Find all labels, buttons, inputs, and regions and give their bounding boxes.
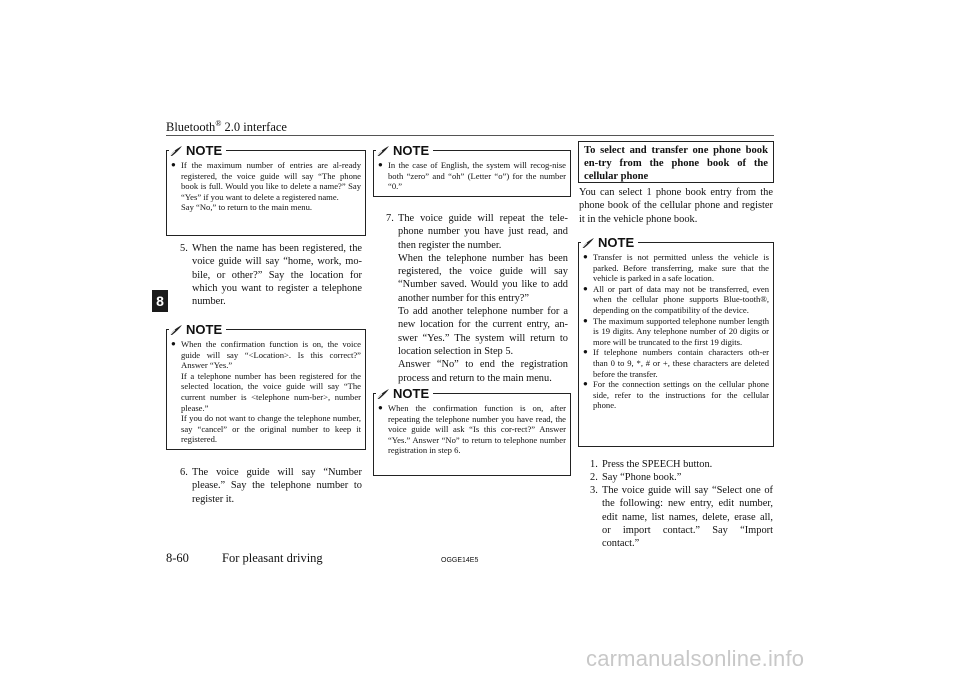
- bullet-icon: ●: [171, 339, 176, 348]
- list-item: ● If the maximum number of entries are al-ready registered, the voice guide will say “The phone book is full. Would you like to delete a name?” Say “Yes” if you want to delete a registered name. Say “No,” to return to the main menu.: [171, 160, 361, 213]
- note-box-transfer: [578, 235, 774, 447]
- note-title: NOTE: [169, 322, 226, 337]
- chapter-tab: 8: [152, 290, 168, 312]
- step-3: 3. The voice guide will say “Select one of the following: new entry, edit number, edit name, list names, delete, erase all, or import contact.” Say “Import contact.”: [590, 485, 773, 550]
- bullet-icon: ●: [378, 160, 383, 169]
- intro-paragraph: You can select 1 phone book entry from the phone book of the cellular phone and register it in the vehicle phone book.: [579, 187, 773, 225]
- watermark: carmanualsonline.info: [586, 646, 805, 671]
- note-title: NOTE: [581, 235, 638, 250]
- step-2: 2. Say “Phone book.”: [590, 472, 682, 483]
- note-icon: [376, 388, 390, 400]
- bullet-icon: ●: [171, 160, 176, 169]
- bullet-icon: ●: [583, 315, 588, 325]
- page-header-title: Bluetooth® 2.0 interface: [166, 119, 287, 135]
- step-7: 7. The voice guide will repeat the tele-phone number you have just read, and then register the number. When the telephone number has been registered, the voice guide will say “Number saved. Would you like to add another number for this entry?” To add another telephone number for a new location for the current entry, an-swer “Yes.” The system will return to location selection in Step 5. Answer “No” to end the registration process and return to the main menu.: [386, 213, 568, 384]
- note-box-max-entries: [166, 143, 366, 236]
- note-box-confirmation: [166, 322, 366, 450]
- list-item: ● The maximum supported telephone number length is 19 digits. Any telephone number of 20 digits or more will be truncated to the first 19 digits.: [583, 315, 769, 347]
- step-6: 6. The voice guide will say “Number please.” Say the telephone number to register it.: [180, 467, 362, 505]
- bullet-icon: ●: [378, 403, 383, 412]
- section-title-box: To select and transfer one phone book en-try from the phone book of the cellular phone: [578, 141, 774, 183]
- note-title: NOTE: [376, 386, 433, 401]
- note-box-english-zero: [373, 143, 571, 197]
- list-item: ● All or part of data may not be transferred, even when the cellular phone supports Blue-tooth®, depending on the compatibility of the device.: [583, 283, 769, 315]
- bullet-icon: ●: [583, 283, 588, 293]
- footer-section-title: For pleasant driving: [222, 551, 323, 565]
- list-item: ● For the connection settings on the cellular phone side, refer to the instructions for the cellular phone.: [583, 379, 769, 411]
- document-code: OGGE14E5: [441, 557, 479, 564]
- step-1: 1. Press the SPEECH button.: [590, 459, 713, 470]
- note-title: NOTE: [169, 143, 226, 158]
- note-box-confirm-number: [373, 386, 571, 476]
- note-icon: [581, 237, 595, 249]
- note-title: NOTE: [376, 143, 433, 158]
- list-item: ● Transfer is not permitted unless the vehicle is parked. Before transferring, make sure that the vehicle is parked in a safe location.: [583, 252, 769, 284]
- list-item: ● If telephone numbers contain characters oth-er than 0 to 9, *, # or +, these characters are deleted before the transfer.: [583, 347, 769, 379]
- list-item: ● When the confirmation function is on, the voice guide will say “<Location>. Is this correct?” Answer “Yes.” If a telephone number has been registered for the selected location, the voice guide will say “The current number is <telephone num-ber>, number please.” If you do not want to change the telephone number, say “cancel” or the original number to keep it registered.: [171, 339, 361, 445]
- bullet-icon: ●: [583, 347, 588, 357]
- list-item: ● In the case of English, the system will recog-nise both “zero” and “oh” (Letter “o”) for the number “0.”: [378, 160, 566, 192]
- note-icon: [376, 145, 390, 157]
- header-divider: [166, 135, 774, 136]
- step-5: 5. When the name has been registered, the voice guide will say “home, work, mo-bile, or other?” Say the location for which you want to register a telephone number.: [180, 243, 362, 308]
- note-icon: [169, 324, 183, 336]
- page-number: 8-60: [166, 551, 189, 565]
- note-icon: [169, 145, 183, 157]
- bullet-icon: ●: [583, 379, 588, 389]
- list-item: ● When the confirmation function is on, after repeating the telephone number you have read, the voice guide will ask “Is this cor-rect?” Answer “Yes.” Answer “No” to return to telephone number registration in step 6.: [378, 403, 566, 456]
- bullet-icon: ●: [583, 252, 588, 261]
